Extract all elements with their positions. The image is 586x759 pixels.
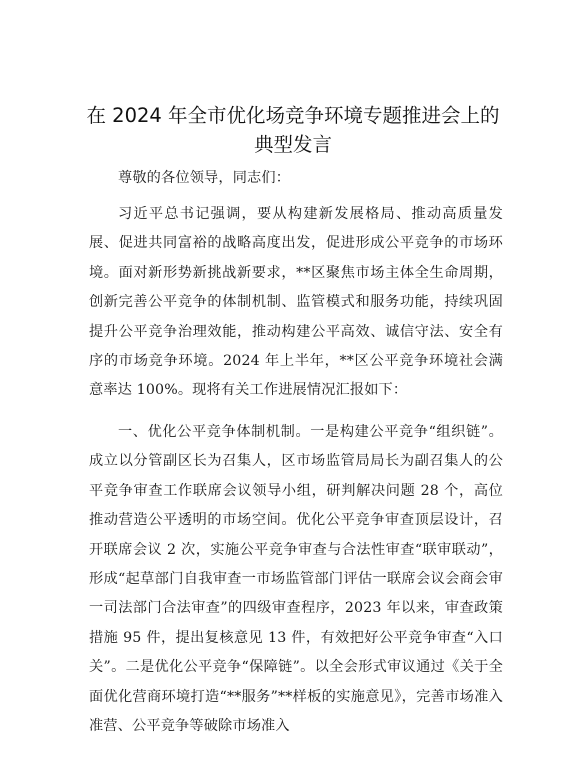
greeting: 尊敬的各位领导，同志们： [118, 170, 291, 186]
document-title-line-1: 在 2024 年全市优化场竞争环境专题推进会上的 [86, 104, 500, 127]
document-title-line-2: 典型发言 [253, 133, 332, 156]
paragraph-intro: 习近平总书记强调，要从构建新发展格局、推动高质量发展、促进共同富裕的战略高度出发，促进形成公平竞争的市场环境。面对新形势新挑战新要求，**区聚焦市场主体全生命周期，创新完善公平竞争的体制机制、监管模式和服务功能，持续巩固提升公平竞争治理效能，推动构建公平高效、诚信守法、安全有序的市场竞争环境。2024 年上半年，**区公平竞争环境社会满意率达 100%。现将有关工作进展情况汇报如下： [89, 206, 503, 399]
paragraph-section-1: 一、优化公平竞争体制机制。一是构建公平竞争“组织链”。成立以分管副区长为召集人，区市场监管局局长为副召集人的公平竞争审查工作联席会议领导小组，研判解决问题 28 个，高位推动营造公平透明的市场空间。优化公平竞争审查顶层设计，召开联席会议 2 次，实施公平竞争审查与合法性审查“联审联动”，形成“起草部门自我审查一市场监管部门评估一联席会议会商会审一司法部门合法审查”的四级审查程序，2023 年以来，审查政策措施 95 件，提出复核意见 13 件，有效把好公平竞争审查“入口关”。二是优化公平竞争“保障链”。以全会形式审议通过《关于全面优化营商环境打造“**服务”**样板的实施意见》，完善市场准入准营、公平竞争等破除市场准入 [89, 424, 503, 735]
